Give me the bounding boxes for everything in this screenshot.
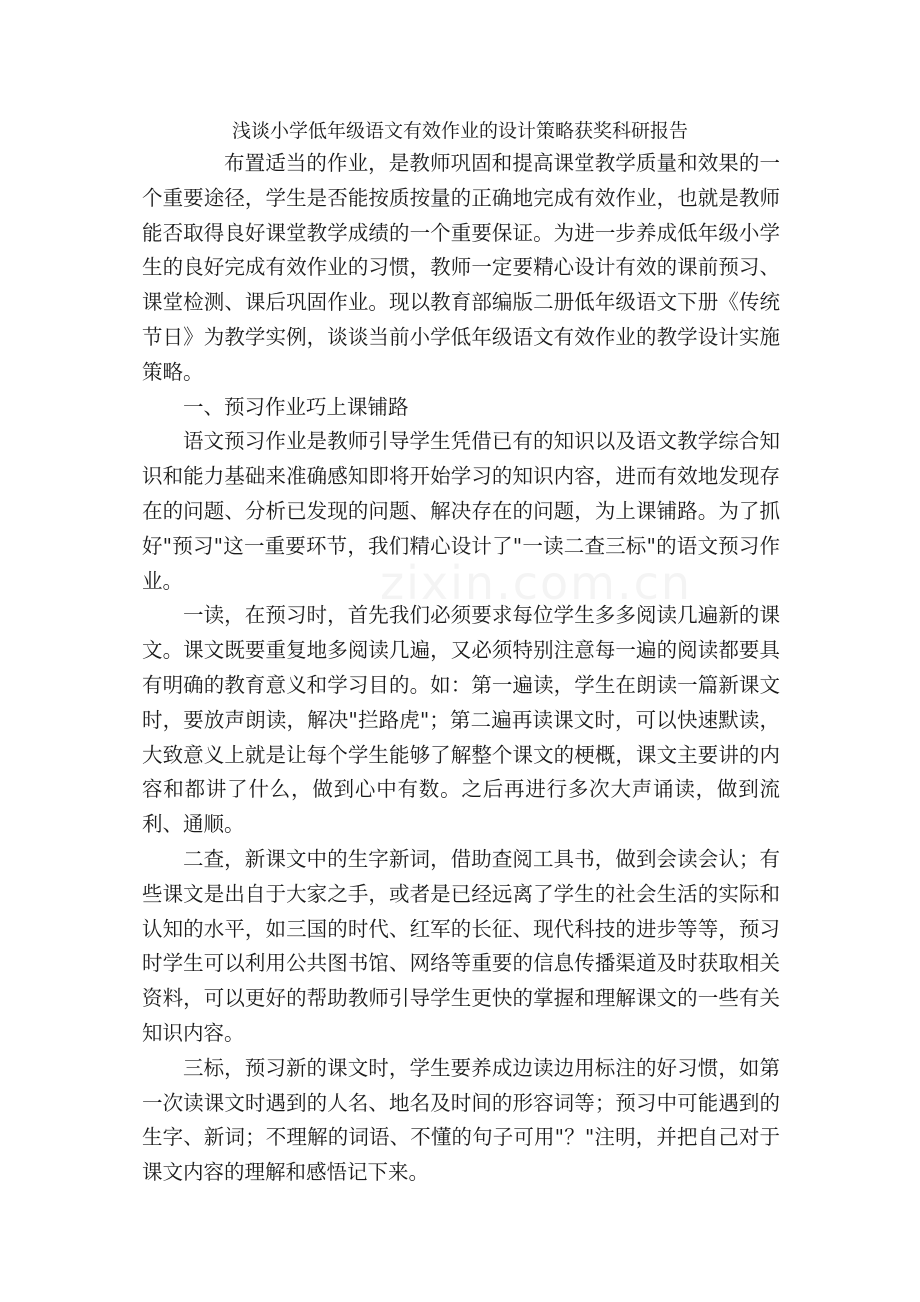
paragraph-check: 二查，新课文中的生字新词，借助查阅工具书，做到会读会认；有些课文是出自于大家之手，或者是已经远离了学生的社会生活的实际和认知的水平，如三国的时代、红军的长征、现代科技的进步等等，预习时学生可以利用公共图书馆、网络等重要的信息传播渠道及时获取相关资料，可以更好的帮助教师引导学生更快的掌握和理解课文的一些有关知识内容。 bbox=[142, 846, 780, 1045]
paragraph-read: 一读，在预习时，首先我们必须要求每位学生多多阅读几遍新的课文。课文既要重复地多阅读几遍，又必须特别注意每一遍的阅读都要具有明确的教育意义和学习目的。如：第一遍读，学生在朗读一篇新课文时，要放声朗读，解决"拦路虎"；第二遍再读课文时，可以快速默读，大致意义上就是让每个学生能够了解整个课文的梗概，课文主要讲的内容和都讲了什么，做到心中有数。之后再进行多次大声诵读，做到流利、通顺。 bbox=[142, 603, 780, 837]
document-body bbox=[142, 146, 780, 1190]
paragraph-preview-overview: 语文预习作业是教师引导学生凭借已有的知识以及语文教学综合知识和能力基础来准确感知即将开始学习的知识内容，进而有效地发现存在的问题、分析已发现的问题、解决存在的问题，为上课铺路。为了抓好"预习"这一重要环节，我们精心设计了"一读二查三标"的语文预习作业。 bbox=[142, 429, 780, 593]
watermark: zixin.com.cn bbox=[380, 556, 693, 610]
document-title: 浅谈小学低年级语文有效作业的设计策略获奖科研报告 bbox=[231, 120, 688, 142]
section-heading-preview: 一、预习作业巧上课铺路 bbox=[183, 394, 409, 419]
paragraph-mark: 三标，预习新的课文时，学生要养成边读边用标注的好习惯，如第一次读课文时遇到的人名、地名及时间的形容词等；预习中可能遇到的生字、新词；不理解的词语、不懂的句子可用"？"注明，并把自己对于课文内容的理解和感悟记下来。 bbox=[142, 1055, 780, 1185]
paragraph-intro: 布置适当的作业，是教师巩固和提高课堂教学质量和效果的一个重要途径，学生是否能按质按量的正确地完成有效作业，也就是教师能否取得良好课堂教学成绩的一个重要保证。为进一步养成低年级小学生的良好完成有效作业的习惯，教师一定要精心设计有效的课前预习、课堂检测、课后巩固作业。现以教育部编版二册低年级语文下册《传统节日》为教学实例，谈谈当前小学低年级语文有效作业的教学设计实施策略。 bbox=[142, 151, 780, 384]
